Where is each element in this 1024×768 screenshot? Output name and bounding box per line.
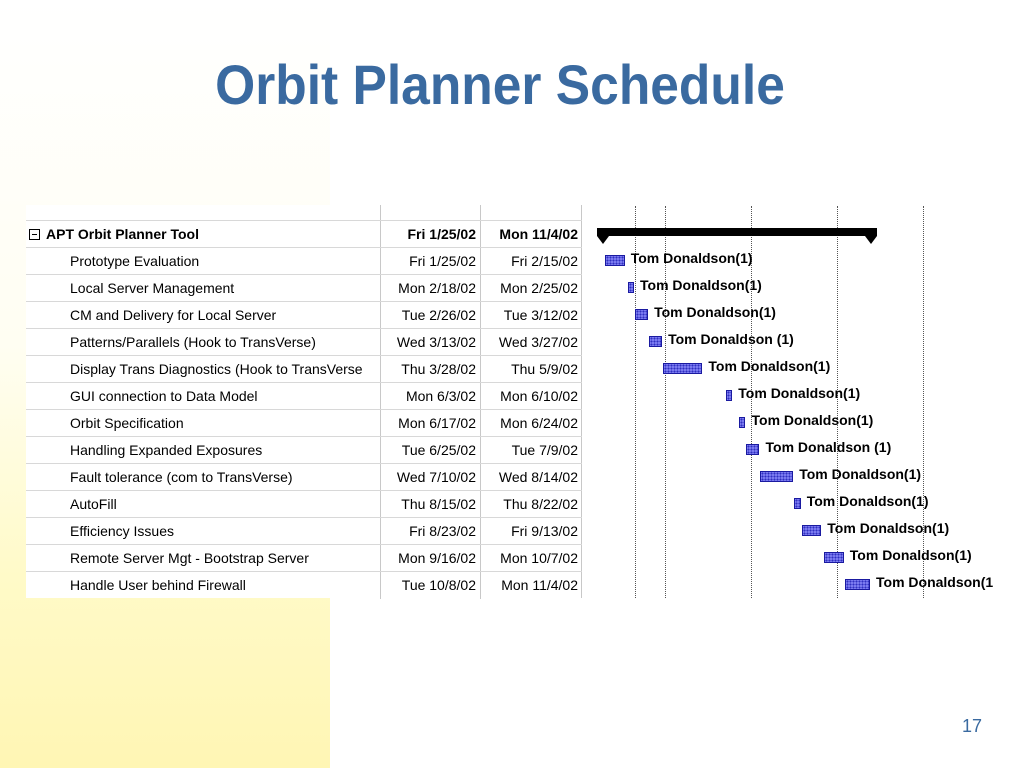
- task-gantt-bar[interactable]: [635, 309, 648, 320]
- resource-label: Tom Donaldson(1): [738, 385, 861, 401]
- task-gantt-bar[interactable]: [663, 363, 702, 374]
- resource-label: Tom Donaldson (1): [765, 439, 892, 455]
- table-row[interactable]: [26, 571, 582, 598]
- task-finish: Thu 8/22/02: [480, 491, 582, 518]
- resource-label: Tom Donaldson(1): [630, 250, 753, 266]
- task-gantt-bar[interactable]: [605, 255, 625, 266]
- task-table: [26, 205, 582, 598]
- summary-start: Fri 1/25/02: [380, 221, 480, 248]
- task-finish: Wed 8/14/02: [480, 464, 582, 491]
- resource-label: Tom Donaldson(1): [799, 466, 922, 482]
- collapse-toggle-icon[interactable]: [29, 229, 40, 240]
- resource-label: Tom Donaldson(1): [751, 412, 874, 428]
- task-start: Thu 3/28/02: [380, 356, 480, 383]
- resource-label: Tom Donaldson(1): [827, 520, 950, 536]
- task-gantt-bar[interactable]: [739, 417, 746, 428]
- gantt-gridline: [837, 206, 838, 598]
- summary-start-cap: [597, 236, 609, 244]
- task-finish: Wed 3/27/02: [480, 329, 582, 356]
- task-gantt-bar[interactable]: [649, 336, 662, 347]
- summary-finish: Mon 11/4/02: [480, 221, 582, 248]
- slide-number: 17: [962, 716, 983, 736]
- task-name: CM and Delivery for Local Server: [70, 307, 277, 323]
- task-name: Handling Expanded Exposures: [70, 442, 263, 458]
- table-row[interactable]: [26, 247, 582, 274]
- resource-label: Tom Donaldson(1: [876, 574, 994, 590]
- table-row[interactable]: [26, 301, 582, 328]
- resource-label: Tom Donaldson(1): [640, 277, 762, 293]
- task-name: AutoFill: [70, 496, 117, 512]
- summary-row[interactable]: [26, 220, 582, 247]
- task-start: Mon 2/18/02: [380, 275, 480, 302]
- summary-gantt-bar[interactable]: [597, 228, 877, 236]
- resource-label: Tom Donaldson(1): [849, 547, 972, 563]
- resource-label: Tom Donaldson(1): [806, 493, 929, 509]
- task-finish: Mon 2/25/02: [480, 275, 582, 302]
- task-start: Tue 10/8/02: [380, 572, 480, 599]
- task-finish: Fri 2/15/02: [480, 248, 582, 275]
- table-row[interactable]: [26, 328, 582, 355]
- task-start: Fri 8/23/02: [380, 518, 480, 545]
- task-name: Display Trans Diagnostics (Hook to TransVerse: [70, 361, 363, 377]
- task-finish: Mon 10/7/02: [480, 545, 582, 572]
- task-finish: Thu 5/9/02: [480, 356, 582, 383]
- task-start: Tue 6/25/02: [380, 437, 480, 464]
- task-name: Patterns/Parallels (Hook to TransVerse): [70, 334, 316, 350]
- task-gantt-bar[interactable]: [628, 282, 635, 293]
- table-row[interactable]: [26, 436, 582, 463]
- table-row[interactable]: [26, 544, 582, 571]
- table-row[interactable]: [26, 355, 582, 382]
- table-row[interactable]: [26, 274, 582, 301]
- task-finish: Mon 6/10/02: [480, 383, 582, 410]
- task-start: Wed 7/10/02: [380, 464, 480, 491]
- task-name: Prototype Evaluation: [70, 253, 200, 269]
- task-gantt-bar[interactable]: [845, 579, 870, 590]
- task-finish: Mon 6/24/02: [480, 410, 582, 437]
- resource-label: Tom Donaldson(1): [654, 304, 776, 320]
- summary-name: APT Orbit Planner Tool: [46, 226, 199, 242]
- table-row[interactable]: [26, 382, 582, 409]
- task-gantt-bar[interactable]: [794, 498, 801, 509]
- task-start: Tue 2/26/02: [380, 302, 480, 329]
- task-gantt-bar[interactable]: [760, 471, 793, 482]
- task-finish: Tue 3/12/02: [480, 302, 582, 329]
- task-gantt-bar[interactable]: [746, 444, 759, 455]
- resource-label: Tom Donaldson (1): [668, 331, 794, 347]
- task-gantt-bar[interactable]: [802, 525, 822, 536]
- task-start: Fri 1/25/02: [380, 248, 480, 275]
- resource-label: Tom Donaldson(1): [708, 358, 831, 374]
- task-finish: Tue 7/9/02: [480, 437, 582, 464]
- task-name: Local Server Management: [70, 280, 235, 296]
- table-row[interactable]: [26, 409, 582, 436]
- table-row[interactable]: [26, 490, 582, 517]
- task-start: Wed 3/13/02: [380, 329, 480, 356]
- task-name: Handle User behind Firewall: [70, 577, 246, 593]
- table-row[interactable]: [26, 463, 582, 490]
- task-finish: Fri 9/13/02: [480, 518, 582, 545]
- task-start: Mon 9/16/02: [380, 545, 480, 572]
- task-start: Mon 6/17/02: [380, 410, 480, 437]
- task-name: Efficiency Issues: [70, 523, 175, 539]
- table-row[interactable]: [26, 517, 582, 544]
- task-name: Remote Server Mgt - Bootstrap Server: [70, 550, 309, 566]
- task-name: Fault tolerance (com to TransVerse): [70, 469, 293, 485]
- task-name: GUI connection to Data Model: [70, 388, 258, 404]
- summary-end-cap: [865, 236, 877, 244]
- summary-name-cell: [26, 221, 380, 248]
- task-name: Orbit Specification: [70, 415, 184, 431]
- task-gantt-bar[interactable]: [726, 390, 733, 401]
- task-start: Mon 6/3/02: [380, 383, 480, 410]
- task-start: Thu 8/15/02: [380, 491, 480, 518]
- task-gantt-bar[interactable]: [824, 552, 844, 563]
- gantt-gridline: [923, 206, 924, 598]
- task-finish: Mon 11/4/02: [480, 572, 582, 599]
- slide-title: Orbit Planner Schedule: [215, 53, 785, 116]
